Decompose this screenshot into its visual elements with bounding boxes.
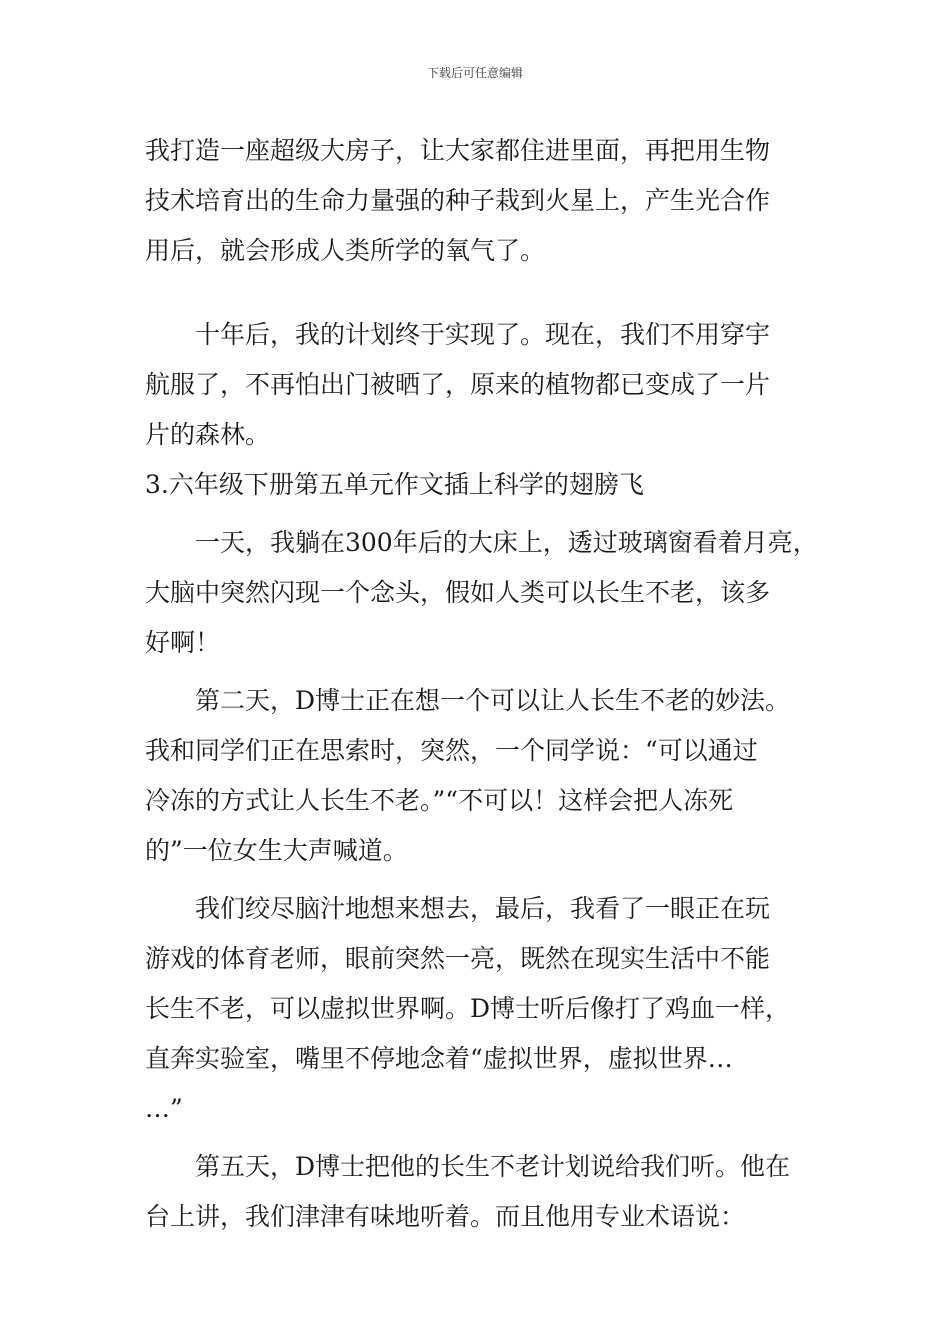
- text-line: 我们绞尽脑汁地想来想去，最后，我看了一眼正在玩: [195, 894, 771, 923]
- paragraph: [145, 310, 810, 460]
- text-line: 片的森林。: [145, 420, 271, 449]
- paragraph-gap: [145, 276, 810, 310]
- paragraph: [145, 518, 818, 668]
- text-line: 大脑中突然闪现一个念头，假如人类可以长生不老，该多: [145, 578, 771, 607]
- text-line: 好啊！: [145, 628, 221, 657]
- paragraph: [145, 676, 810, 876]
- text-line: 我和同学们正在思索时，突然，一个同学说：“可以通过: [145, 736, 758, 765]
- paragraph: [145, 1142, 810, 1242]
- text-line: 我打造一座超级大房子，让大家都住进里面，再把用生物: [145, 136, 771, 165]
- text-line: 第五天，D博士把他的长生不老计划说给我们听。他在: [195, 1152, 791, 1181]
- section-heading: [145, 460, 810, 510]
- paragraph-gap: [145, 668, 810, 676]
- text-line: 第二天，D博士正在想一个可以让人长生不老的妙法。: [195, 686, 791, 715]
- paragraph-gap: [145, 510, 810, 518]
- paragraph-gap: [145, 876, 810, 884]
- paragraph: [145, 126, 810, 276]
- text-line: 航服了，不再怕出门被晒了，原来的植物都已变成了一片: [145, 370, 771, 399]
- text-line: 台上讲，我们津津有味地听着。而且他用专业术语说：: [145, 1202, 746, 1231]
- paragraph-gap: [145, 1134, 810, 1142]
- text-line: 一天，我躺在300年后的大床上，透过玻璃窗看着月亮，: [195, 528, 818, 557]
- text-line: 的”一位女生大声喊道。: [145, 836, 408, 865]
- text-line: 长生不老，可以虚拟世界啊。D博士听后像打了鸡血一样，: [145, 994, 791, 1023]
- text-line: 直奔实验室，嘴里不停地念着“虚拟世界，虚拟世界…: [145, 1044, 733, 1073]
- paragraph: [145, 884, 810, 1134]
- text-line: 技术培育出的生命力量强的种子栽到火星上，产生光合作: [145, 186, 771, 215]
- document-body: [145, 126, 818, 1242]
- text-line: 用后，就会形成人类所学的氧气了。: [145, 236, 546, 265]
- text-line: …”: [145, 1094, 183, 1123]
- text-line: 游戏的体育老师，眼前突然一亮，既然在现实生活中不能: [145, 944, 771, 973]
- text-line: 冷冻的方式让人长生不老。”“不可以！这样会把人冻死: [145, 786, 734, 815]
- page-header: 下载后可任意编辑: [426, 66, 523, 80]
- heading-line: 3.六年级下册第五单元作文插上科学的翅膀飞: [145, 470, 644, 499]
- text-line: 十年后，我的计划终于实现了。现在，我们不用穿宇: [195, 320, 771, 349]
